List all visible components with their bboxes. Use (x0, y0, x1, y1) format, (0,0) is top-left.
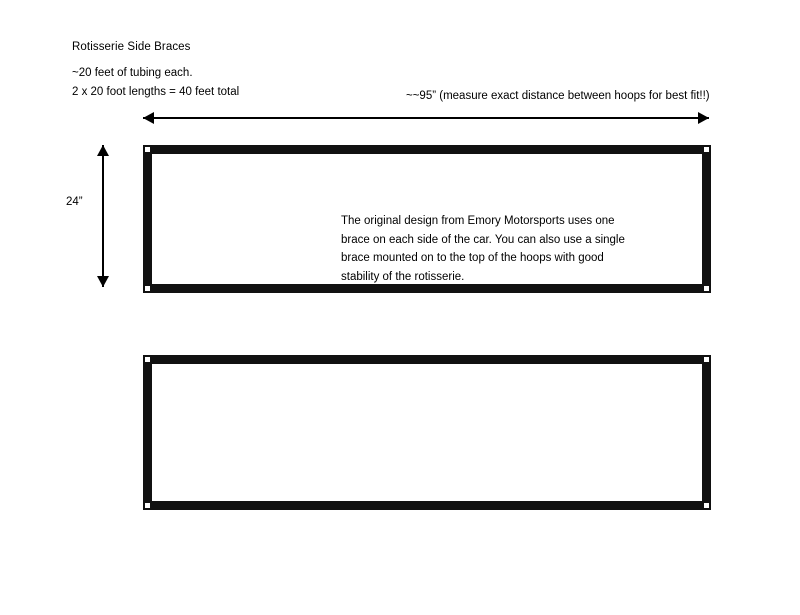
corner-notch (704, 286, 709, 291)
dimension-line-vertical (102, 145, 104, 287)
tubing-note-line-1: ~20 feet of tubing each. (72, 67, 193, 79)
page-title: Rotisserie Side Braces (72, 41, 191, 53)
arrowhead-down-icon (97, 276, 109, 287)
arrowhead-up-icon (97, 145, 109, 156)
dimension-line-horizontal (143, 117, 709, 119)
design-note-text: The original design from Emory Motorsports uses one brace on each side of the car. You can also use a single brace mounted on to the top of the hoops with good stability of the rotisserie. (341, 215, 625, 283)
corner-notch (704, 147, 709, 152)
lower-side-brace (143, 355, 711, 510)
height-dimension-label: 24” (66, 196, 83, 208)
corner-notch (145, 503, 150, 508)
tubing-notes (72, 64, 239, 102)
corner-notch (145, 357, 150, 362)
corner-notch (704, 357, 709, 362)
corner-notch (145, 147, 150, 152)
tubing-note-line-2: 2 x 20 foot lengths = 40 feet total (72, 86, 240, 98)
arrowhead-right-icon (698, 112, 709, 124)
width-dimension-label: ~~95” (measure exact distance between hoops for best fit!!) (406, 90, 710, 102)
corner-notch (145, 286, 150, 291)
width-dimension-arrow (143, 112, 709, 124)
arrowhead-left-icon (143, 112, 154, 124)
corner-notch (704, 503, 709, 508)
height-dimension-arrow (97, 145, 109, 287)
